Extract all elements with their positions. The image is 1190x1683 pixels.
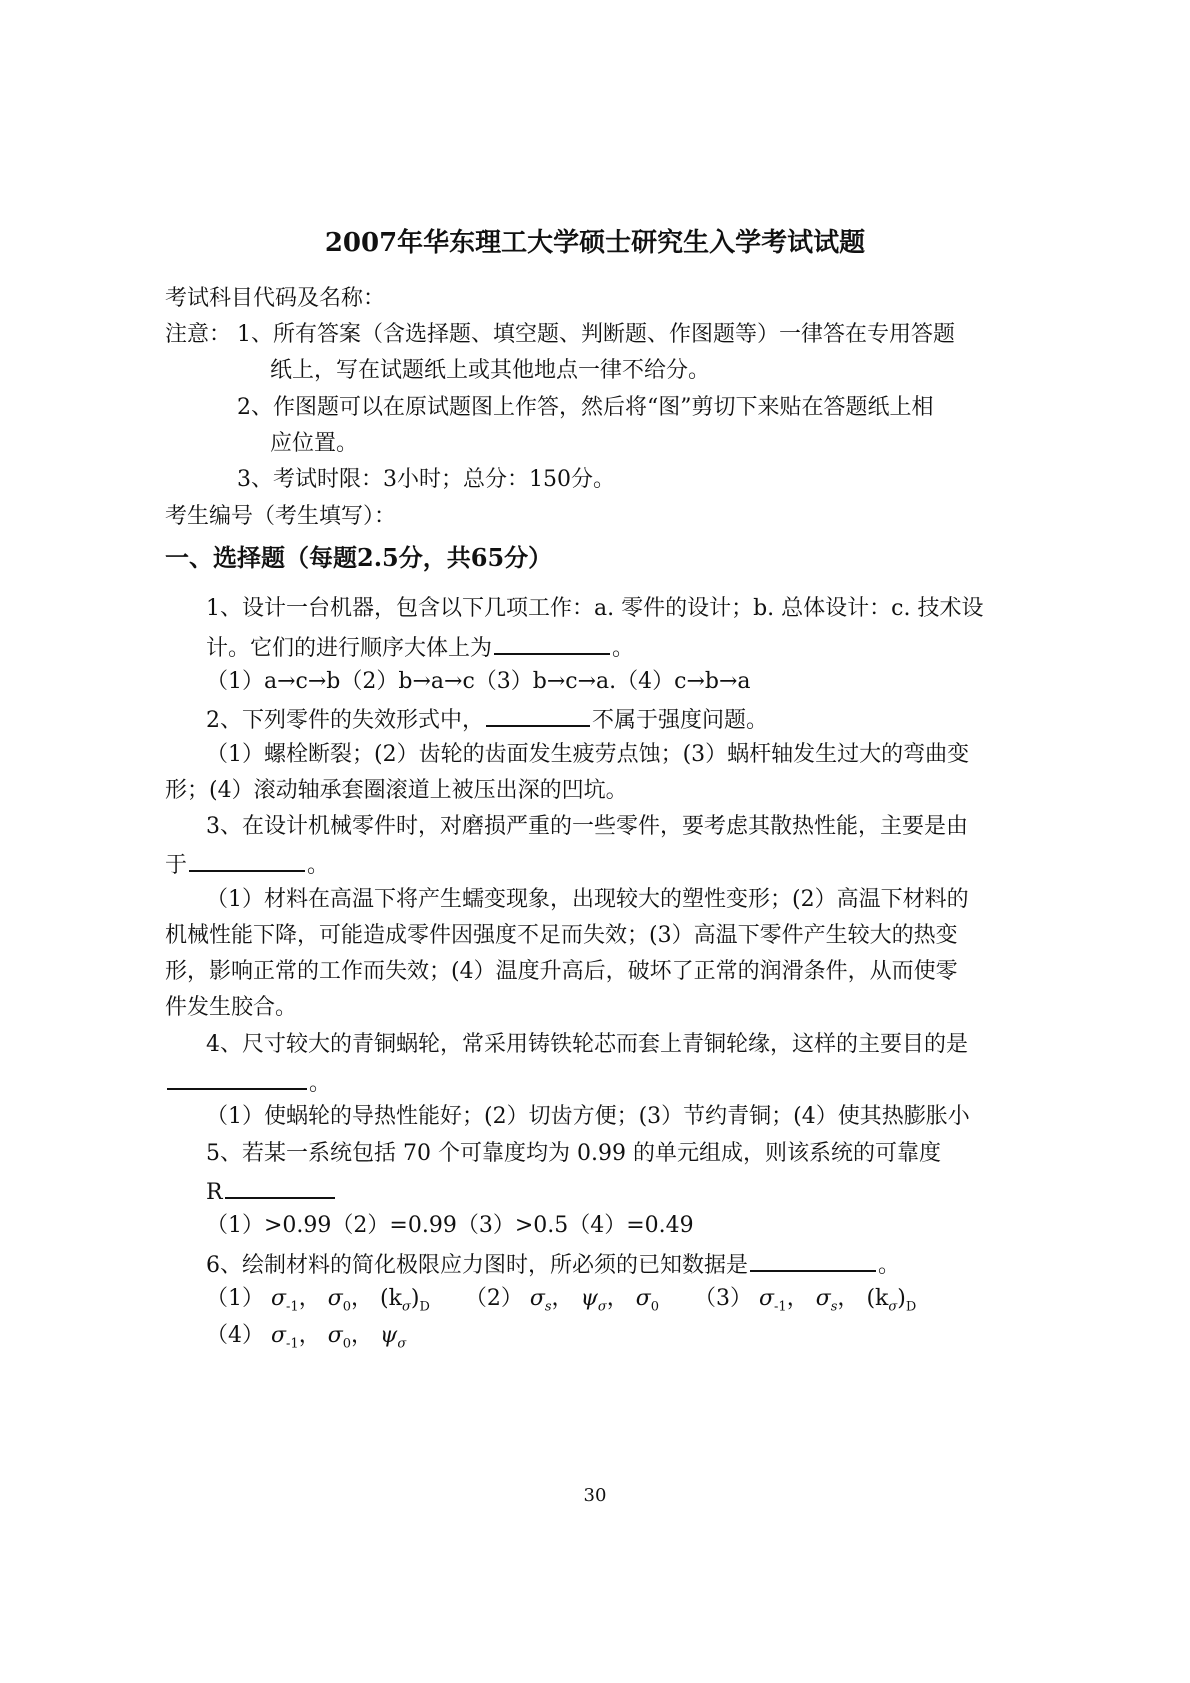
q4-line-1: 4、尺寸较大的青铜蜗轮，常采用铸铁轮芯而套上青铜轮缘，这样的主要目的是	[206, 1032, 968, 1057]
q6-line-1	[206, 1248, 900, 1281]
q5-line-1: 5、若某一系统包括 70 个可靠度均为 0.99 的单元组成，则该系统的可靠度	[206, 1141, 941, 1166]
q3-option-line-4: 件发生胶合。	[165, 995, 298, 1020]
sigma-symbol: σ	[529, 1286, 545, 1311]
sub-zero: 0	[342, 1299, 352, 1315]
sigma-symbol: σ	[327, 1323, 343, 1348]
sigma-symbol: σ	[271, 1286, 287, 1311]
note-1-line-2: 纸上，写在试题纸上或其他地点一律不给分。	[270, 358, 711, 383]
section-heading: 一、选择题（每题2.5分，共65分）	[165, 543, 553, 572]
sub-sigma: σ	[597, 1299, 607, 1315]
comma: ，	[298, 1286, 321, 1311]
comma: ，	[351, 1323, 374, 1348]
sub-d: D	[905, 1299, 917, 1315]
q6-stem: 6、绘制材料的简化极限应力图时，所必须的已知数据是	[206, 1253, 748, 1278]
sigma-symbol: σ	[635, 1286, 651, 1311]
page-title: 2007年华东理工大学硕士研究生入学考试试题	[324, 228, 866, 258]
sigma-symbol: σ	[759, 1286, 775, 1311]
q3-answer-blank	[189, 848, 305, 872]
q3-option-line-2: 机械性能下降，可能造成零件因强度不足而失效；(3）高温下零件产生较大的热变	[165, 923, 958, 948]
sub-sigma: σ	[888, 1299, 898, 1315]
q2-answer-blank	[486, 703, 590, 727]
q5-r-label: R	[206, 1180, 223, 1205]
q3-line-1: 3、在设计机械零件时，对磨损严重的一些零件，要考虑其散热性能，主要是由	[206, 814, 968, 839]
q6-option-4-label: （4）	[206, 1323, 264, 1348]
note-2-line-1: 2、作图题可以在原试题图上作答，然后将“图”剪切下来贴在答题纸上相	[237, 395, 934, 420]
q2-line-2: （1）螺栓断裂；(2）齿轮的齿面发生疲劳点蚀；(3）蜗杆轴发生过大的弯曲变	[206, 742, 970, 767]
sub-zero: 0	[650, 1299, 660, 1315]
sigma-symbol: σ	[815, 1286, 831, 1311]
q1-answer-blank	[494, 631, 610, 655]
sub-minus-1: -1	[286, 1299, 299, 1315]
k-symbol: (k	[380, 1286, 402, 1311]
comma: ，	[551, 1286, 574, 1311]
q5-answer-blank	[225, 1175, 335, 1199]
q1-line-2	[206, 631, 634, 664]
sub-minus-1: -1	[774, 1299, 787, 1315]
q3-line-2	[165, 848, 329, 881]
sub-s: s	[830, 1299, 838, 1315]
q4-period: 。	[309, 1071, 332, 1096]
sub-sigma: σ	[397, 1336, 407, 1352]
q1-options: （1）a→c→b（2）b→a→c（3）b→c→a.（4）c→b→a	[206, 669, 751, 694]
k-symbol: (k	[866, 1286, 889, 1311]
sub-sigma: σ	[401, 1299, 411, 1315]
comma: ，	[786, 1286, 809, 1311]
q2-line-3: 形；(4）滚动轴承套圈滚道上被压出深的凹坑。	[165, 778, 628, 803]
sub-zero: 0	[342, 1336, 352, 1352]
comma: ，	[298, 1323, 321, 1348]
q6-option-2-label: （2）	[464, 1286, 523, 1311]
note-1-line-1: 1、所有答案（含选择题、填空题、判断题、作图题等）一律答在专用答题	[237, 322, 955, 347]
comma: ，	[606, 1286, 629, 1311]
comma: ，	[837, 1286, 860, 1311]
q6-period: 。	[878, 1253, 901, 1278]
q6-answer-blank	[750, 1248, 876, 1272]
sub-s: s	[544, 1299, 552, 1315]
psi-symbol: ψ	[380, 1323, 398, 1348]
q1-stem: 计。它们的进行顺序大体上为	[206, 636, 493, 661]
sigma-symbol: σ	[271, 1323, 287, 1348]
q6-options-line-1: （1） $\sigma_{-1}$， $\sigma_0$， $(k_\sigma)_D$ （2） $\sigma_s$， $\psi_\sigma$， $\sigma_0$ （3） $\sigma_{-1}$， $\sigma_s$， $(k_\sigma)_D$	[206, 1286, 917, 1315]
note-2-line-2: 应位置。	[270, 431, 359, 456]
q3-stem-end: 于	[165, 853, 188, 878]
q1-line-1: 1、设计一台机器，包含以下几项工作：a. 零件的设计；b. 总体设计：c. 技术设	[206, 596, 984, 621]
note-label: 注意：	[165, 322, 232, 347]
q2-stem-end: 不属于强度问题。	[592, 708, 769, 733]
sigma-symbol: σ	[327, 1286, 343, 1311]
q4-options: （1）使蜗轮的导热性能好；(2）切齿方便；(3）节约青铜；(4）使其热膨胀小	[206, 1104, 970, 1129]
q6-options-line-2	[206, 1321, 406, 1351]
q4-line-2	[165, 1066, 331, 1099]
comma: ，	[351, 1286, 374, 1311]
note-3: 3、考试时限：3小时；总分：150分。	[237, 467, 615, 492]
q4-answer-blank	[167, 1066, 307, 1090]
q5-line-2	[206, 1175, 337, 1208]
q6-option-3-label: （3）	[694, 1286, 752, 1311]
subject-line: 考试科目代码及名称：	[165, 286, 386, 311]
q6-option-1-label: （1）	[206, 1286, 264, 1311]
q5-options: （1）>0.99（2）=0.99（3）>0.5（4）=0.49	[206, 1213, 694, 1238]
q3-option-line-1: （1）材料在高温下将产生蠕变现象，出现较大的塑性变形；(2）高温下材料的	[206, 887, 969, 912]
q3-option-line-3: 形，影响正常的工作而失效；(4）温度升高后，破坏了正常的润滑条件，从而使零	[165, 959, 958, 984]
q2-line-1	[206, 703, 768, 736]
q3-period: 。	[307, 853, 330, 878]
page-number: 30	[583, 1485, 607, 1506]
q1-period: 。	[612, 636, 635, 661]
sub-d: D	[419, 1299, 430, 1315]
sub-minus-1: -1	[286, 1336, 299, 1352]
candidate-number-line: 考生编号（考生填写）：	[165, 504, 397, 529]
psi-symbol: ψ	[580, 1286, 598, 1311]
q2-stem: 2、下列零件的失效形式中，	[206, 708, 484, 733]
